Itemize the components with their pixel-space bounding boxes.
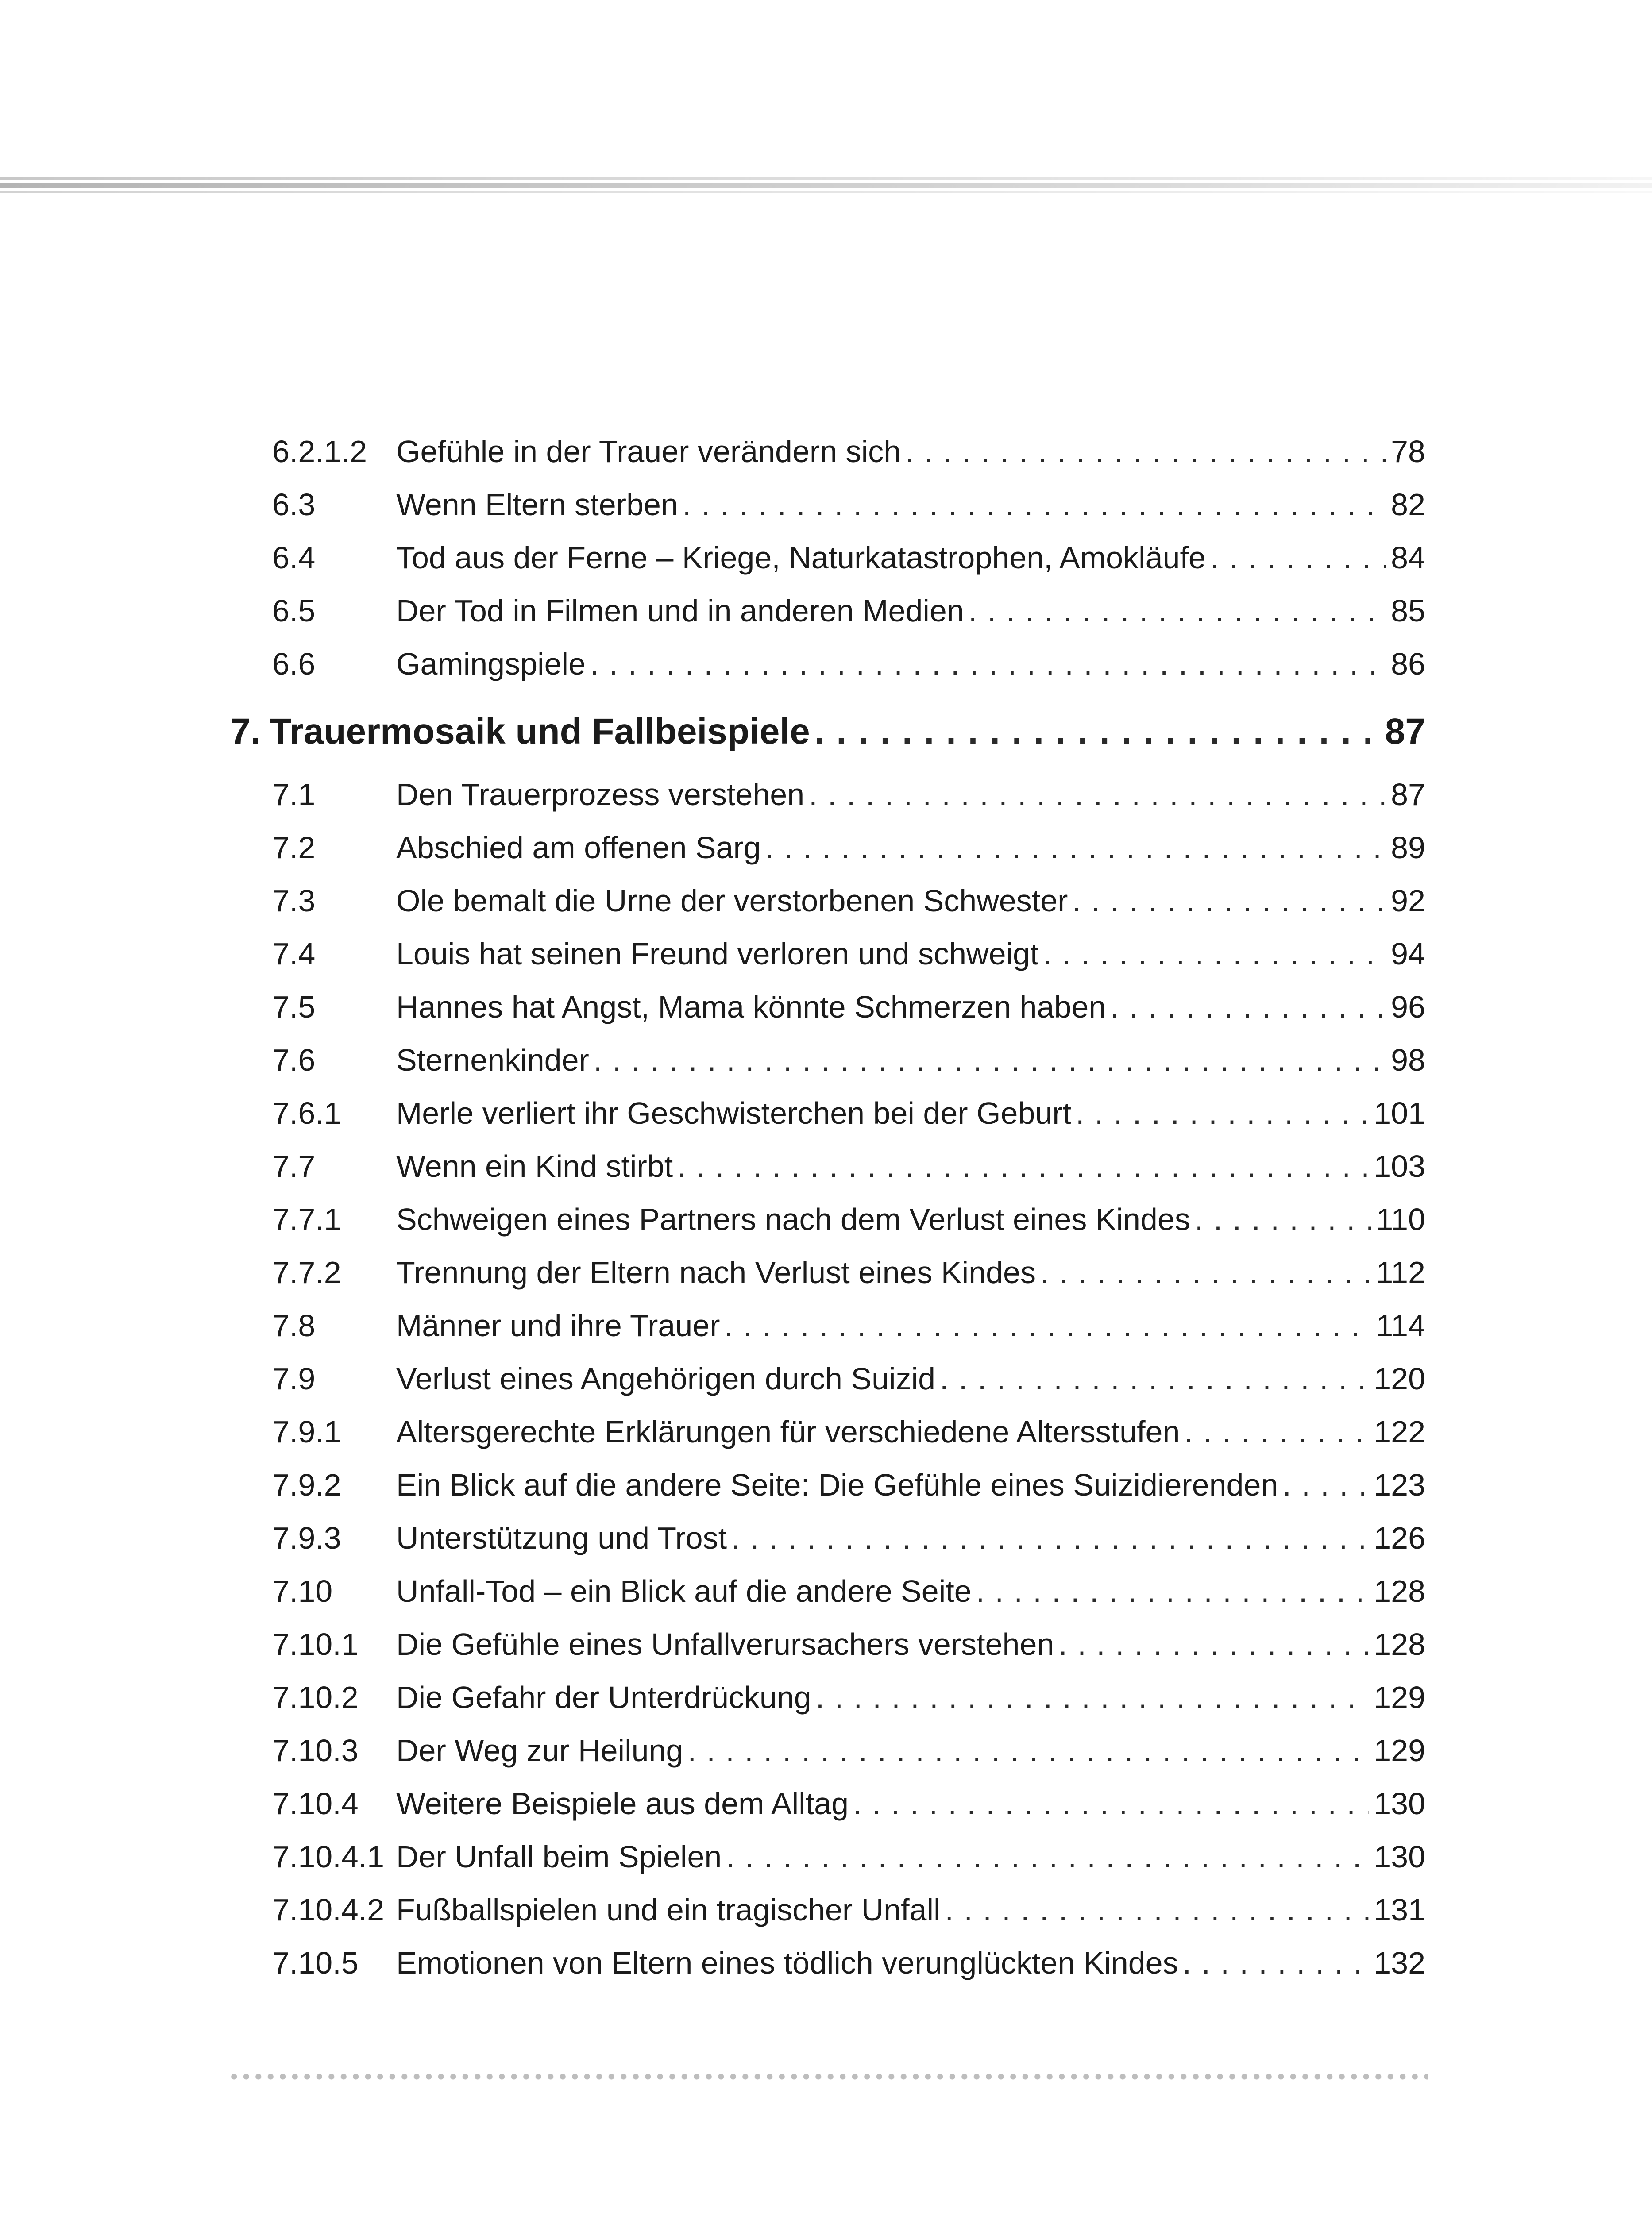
dot-leader [814,695,1381,768]
header-rule [0,177,1652,195]
toc-entry-number: 7.3 [272,883,316,918]
dot-leader [1110,980,1386,1033]
toc-entry [230,768,1425,821]
toc-entry [230,1140,1425,1193]
toc-entry-page: 123 [1374,1468,1425,1502]
toc-entry-page: 85 [1391,594,1425,628]
toc-entry-number: 6.3 [272,487,316,522]
toc-entry-title: Tod aus der Ferne – Kriege, Naturkatastrophen, Amokläufe [396,540,1206,575]
toc-entry-page: 110 [1376,1202,1425,1237]
dot-leader [1076,1087,1369,1140]
toc-entry-page: 112 [1376,1255,1425,1290]
toc-entry-number: 7.7 [272,1149,316,1184]
toc-entry-number: 7.10.3 [272,1733,359,1768]
dot-leader [1282,1458,1369,1511]
toc-entry-number: 7.6.1 [272,1096,341,1130]
toc-entry [230,1405,1425,1458]
table-of-contents [230,425,1425,1989]
toc-entry-title: Emotionen von Eltern eines tödlich verunglückten Kindes [396,1946,1178,1980]
dot-leader [1210,531,1386,584]
toc-entry [230,1246,1425,1299]
toc-entry-title: Schweigen eines Partners nach dem Verlust eines Kindes [396,1202,1190,1237]
toc-entry-page: 78 [1391,434,1425,469]
toc-entry [230,584,1425,637]
toc-entry-title: Der Unfall beim Spielen [396,1839,722,1874]
toc-entry [230,1352,1425,1405]
toc-entry [230,1883,1425,1936]
toc-entry-title: Männer und ihre Trauer [396,1308,720,1343]
dot-leader [1072,874,1386,927]
toc-entry [230,531,1425,584]
toc-entry [230,874,1425,927]
toc-entry [230,1936,1425,1989]
toc-entry-title: Altersgerechte Erklärungen für verschiedene Altersstufen [396,1415,1180,1449]
toc-entry-number: 7.9.1 [272,1415,341,1449]
toc-entry-number: 7.5 [272,990,316,1024]
toc-entry-number: 7.10 [272,1574,333,1608]
toc-entry [230,478,1425,531]
toc-entry-title: Sternenkinder [396,1043,589,1077]
dot-leader [1183,1936,1370,1989]
dot-leader [945,1883,1370,1936]
toc-entry-page: 126 [1374,1521,1425,1555]
toc-entry-title: Weitere Beispiele aus dem Alltag [396,1786,849,1821]
dot-leader [590,637,1386,690]
toc-entry-title: Der Tod in Filmen und in anderen Medien [396,594,964,628]
toc-entry [230,1671,1425,1724]
toc-entry-page: 128 [1374,1627,1425,1662]
toc-entry-number: 7.1 [272,777,316,812]
dot-leader [683,478,1386,531]
toc-entry-number: 6.4 [272,540,316,575]
toc-entry-number: 7.10.4.2 [272,1893,384,1927]
toc-entry-page: 129 [1374,1733,1425,1768]
toc-entry-page: 130 [1374,1839,1425,1874]
toc-entry-page: 132 [1374,1946,1425,1980]
toc-entry-page: 92 [1391,883,1425,918]
toc-entry-number: 7.10.2 [272,1680,359,1715]
toc-entry-title: Abschied am offenen Sarg [396,830,761,865]
toc-entry-number: 7.4 [272,937,316,971]
toc-entry-title: Unfall-Tod – ein Blick auf die andere Seite [396,1574,972,1608]
toc-entry [230,1830,1425,1883]
toc-entry-number: 7.9.2 [272,1468,341,1502]
toc-entry-page: 82 [1391,487,1425,522]
header-rule-line [0,177,1652,180]
toc-entry-title: Verlust eines Angehörigen durch Suizid [396,1361,936,1396]
header-rule-line [0,191,1652,193]
dot-leader [765,821,1386,874]
toc-chapter-heading [230,690,1425,768]
toc-entry [230,425,1425,478]
toc-entry-number: 7.6 [272,1043,316,1077]
toc-entry-page: 129 [1374,1680,1425,1715]
dot-leader [1058,1618,1369,1671]
dot-leader [1040,1246,1371,1299]
toc-entry-number: 7.2 [272,830,316,865]
toc-entry-page: 98 [1391,1043,1425,1077]
toc-entry [230,1565,1425,1618]
toc-entry-title: Fußballspielen und ein tragischer Unfall [396,1893,941,1927]
toc-entry [230,1299,1425,1352]
toc-entry-number: 7.10.4.1 [272,1839,384,1874]
toc-entry-page: 96 [1391,990,1425,1024]
toc-entry-number: 6.2.1.2 [272,434,367,469]
toc-entry-number: 7.10.4 [272,1786,359,1821]
footer-dotted-rule [228,2074,1428,2080]
dot-leader [594,1033,1386,1087]
toc-entry-title: Louis hat seinen Freund verloren und schweigt [396,937,1039,971]
toc-entry-page: 103 [1374,1149,1425,1184]
toc-entry-title: Gamingspiele [396,647,586,681]
toc-entry-page: 120 [1374,1361,1425,1396]
dot-leader [677,1140,1369,1193]
toc-entry-title: Wenn ein Kind stirbt [396,1149,673,1184]
dot-leader [725,1299,1372,1352]
toc-entry [230,927,1425,980]
toc-entry-title: Wenn Eltern sterben [396,487,678,522]
toc-chapter-page: 87 [1385,711,1425,752]
toc-entry [230,1458,1425,1511]
dot-leader [731,1511,1369,1565]
toc-entry [230,980,1425,1033]
dot-leader [809,768,1386,821]
toc-entry [230,1724,1425,1777]
toc-entry-page: 94 [1391,937,1425,971]
toc-entry-title: Ole bemalt die Urne der verstorbenen Schwester [396,883,1068,918]
toc-entry-title: Die Gefahr der Unterdrückung [396,1680,811,1715]
toc-chapter-number: 7. [230,711,261,752]
toc-entry-title: Den Trauerprozess verstehen [396,777,805,812]
toc-entry-number: 7.9.3 [272,1521,341,1555]
dot-leader [687,1724,1369,1777]
toc-entry-number: 6.5 [272,594,316,628]
toc-entry-page: 130 [1374,1786,1425,1821]
toc-entry [230,1511,1425,1565]
toc-entry-page: 101 [1374,1096,1425,1130]
toc-entry-page: 122 [1374,1415,1425,1449]
dot-leader [969,584,1386,637]
toc-entry-number: 7.8 [272,1308,316,1343]
dot-leader [816,1671,1370,1724]
dot-leader [976,1565,1370,1618]
toc-entry [230,1033,1425,1087]
toc-entry-page: 87 [1391,777,1425,812]
toc-entry-page: 84 [1391,540,1425,575]
toc-entry-title: Hannes hat Angst, Mama könnte Schmerzen haben [396,990,1106,1024]
toc-entry [230,1618,1425,1671]
toc-entry-title: Merle verliert ihr Geschwisterchen bei der Geburt [396,1096,1072,1130]
toc-entry-number: 7.7.1 [272,1202,341,1237]
toc-entry-number: 7.10.5 [272,1946,359,1980]
toc-entry-title: Gefühle in der Trauer verändern sich [396,434,901,469]
toc-entry-page: 89 [1391,830,1425,865]
dot-leader [940,1352,1369,1405]
toc-entry-number: 7.9 [272,1361,316,1396]
toc-entry [230,1087,1425,1140]
toc-entry-title: Der Weg zur Heilung [396,1733,683,1768]
toc-entry-number: 7.10.1 [272,1627,359,1662]
toc-entry-title: Trennung der Eltern nach Verlust eines Kindes [396,1255,1036,1290]
dot-leader [726,1830,1369,1883]
toc-entry [230,821,1425,874]
toc-entry-page: 128 [1374,1574,1425,1608]
toc-entry-title: Unterstützung und Trost [396,1521,727,1555]
toc-entry-title: Die Gefühle eines Unfallverursachers verstehen [396,1627,1054,1662]
toc-entry [230,1777,1425,1830]
toc-entry-page: 86 [1391,647,1425,681]
toc-chapter-title: Trauermosaik und Fallbeispiele [269,711,810,752]
toc-entry-page: 114 [1376,1308,1425,1343]
header-rule-line [0,183,1652,188]
toc-entry [230,1193,1425,1246]
toc-entry-title: Ein Blick auf die andere Seite: Die Gefühle eines Suizidierenden [396,1468,1278,1502]
dot-leader [1043,927,1386,980]
toc-entry-number: 6.6 [272,647,316,681]
toc-entry [230,637,1425,690]
toc-entry-page: 131 [1374,1893,1425,1927]
dot-leader [1195,1193,1372,1246]
dot-leader [853,1777,1369,1830]
toc-entry-number: 7.7.2 [272,1255,341,1290]
dot-leader [905,425,1386,478]
dot-leader [1184,1405,1369,1458]
